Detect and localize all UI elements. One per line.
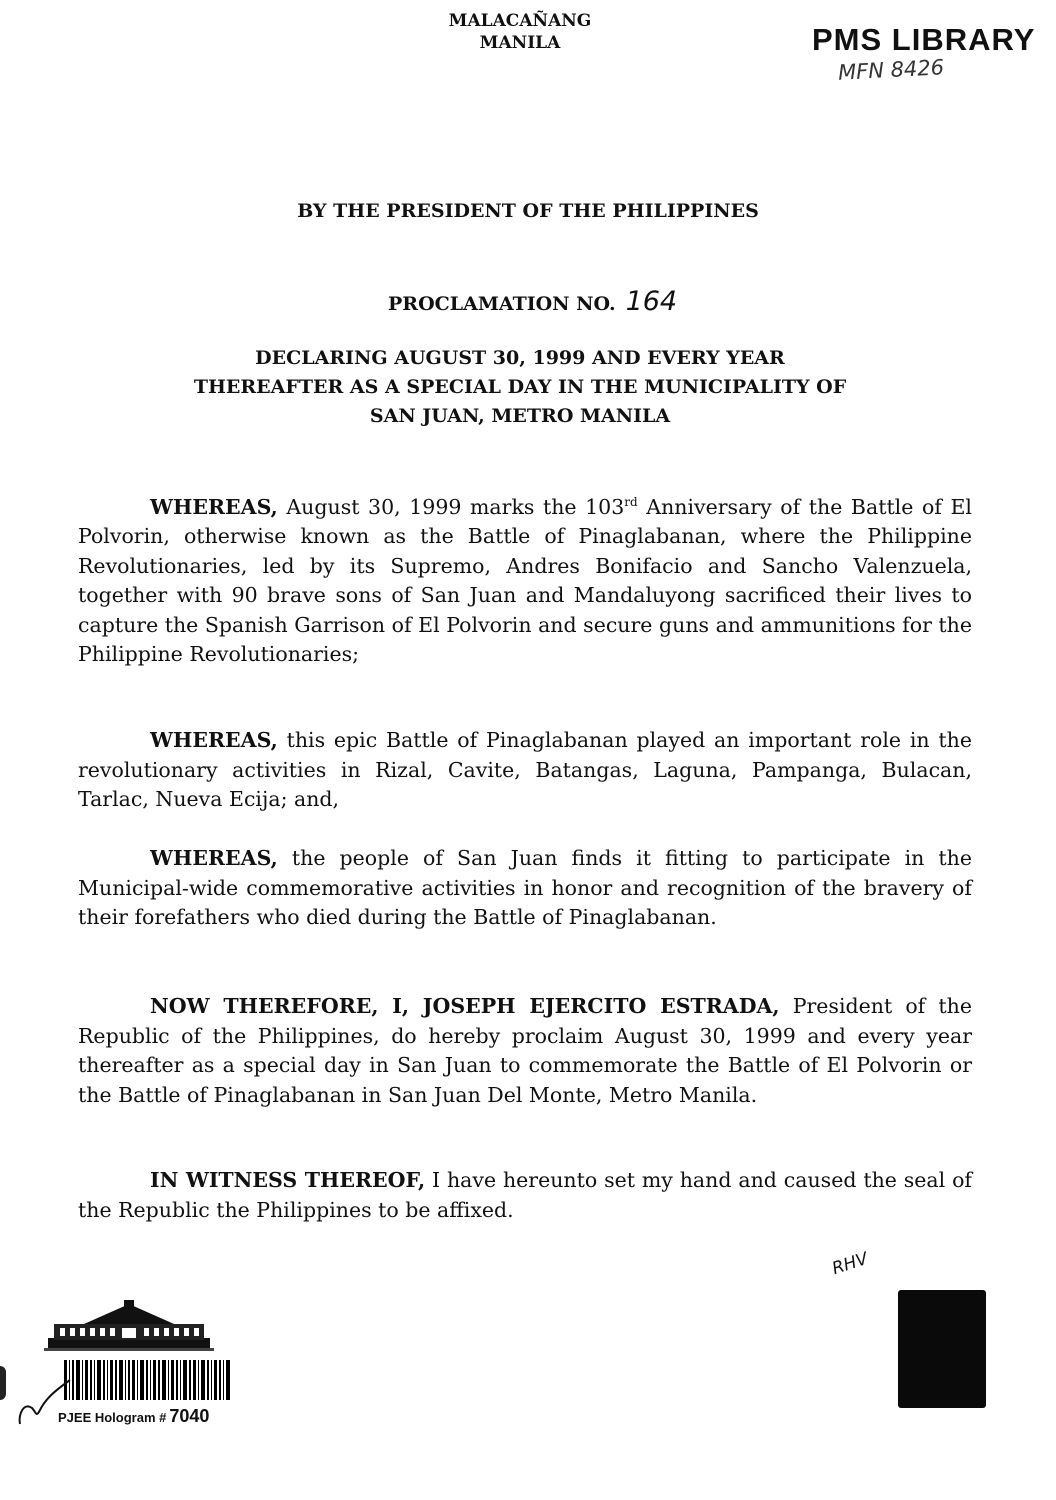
proclamation-number: 164 (625, 286, 678, 317)
letterhead (400, 10, 640, 54)
barcode (64, 1360, 230, 1400)
paragraph-text: President of the Republic of the Philippines, do hereby proclaim August 30, 1999 and every year thereafter as a special day in San Juan to commemorate the Battle of El Polvorin or the Battle of Pinaglabanan in San Juan Del Monte, Metro Manila. (78, 994, 972, 1107)
proclamation-line (388, 286, 677, 317)
hologram-number: 7040 (169, 1406, 210, 1426)
hologram-label-text: PJEE Hologram # (58, 1410, 167, 1425)
proclamation-title (100, 344, 940, 431)
proclamation-label: PROCLAMATION NO. (388, 293, 616, 315)
library-stamp: PMS LIBRARY (812, 22, 1036, 57)
issuer-line: BY THE PRESIDENT OF THE PHILIPPINES (297, 200, 759, 222)
paragraph-lead: IN WITNESS THEREOF, (150, 1168, 426, 1192)
handwritten-initials: RHV (829, 1248, 871, 1280)
paragraph-text: the people of San Juan finds it fitting to participate in the Municipal-wide commemorative activities in honor and recognition of the bravery of their forefathers who died during the Battle of Pinaglabanan. (78, 846, 972, 929)
paragraph-text: I have hereunto set my hand and caused the seal of the Republic the Philippines to be affixed. (78, 1168, 972, 1222)
palace-building-icon (44, 1298, 214, 1356)
paragraph-lead: WHEREAS, (150, 728, 278, 752)
office-city: MANILA (479, 33, 561, 53)
title-line: THEREAFTER AS A SPECIAL DAY IN THE MUNICIPALITY OF (193, 376, 847, 398)
redaction-block (898, 1290, 986, 1408)
witness-paragraph (78, 1166, 972, 1225)
title-line: SAN JUAN, METRO MANILA (369, 405, 671, 427)
paragraph-text: Anniversary of the Battle of El Polvorin, otherwise known as the Battle of Pinaglabanan, where the Philippine Revolutionaries, led by its Supremo, Andres Bonifacio and Sancho Valenzuela, together with 90 brave sons of San Juan and Mandaluyong sacrificed their lives to capture the Spanish Garrison of El Polvorin and secure guns and ammunitions for the Philippine Revolutionaries; (78, 494, 972, 667)
paragraph-text: August 30, 1999 marks the 103 (277, 494, 625, 519)
whereas-paragraph-2 (78, 726, 972, 815)
paragraph-lead: WHEREAS, (150, 846, 278, 870)
paragraph-lead: NOW THEREFORE, I, JOSEPH EJERCITO ESTRADA, (150, 994, 780, 1018)
binding-hole-mark (0, 1366, 6, 1400)
title-line: DECLARING AUGUST 30, 1999 AND EVERY YEAR (255, 347, 785, 369)
whereas-paragraph-3 (78, 844, 972, 933)
paragraph-text: this epic Battle of Pinaglabanan played an important role in the revolutionary activities in Rizal, Cavite, Batangas, Laguna, Pampanga, Bulacan, Tarlac, Nueva Ecija; and, (78, 728, 972, 811)
whereas-paragraph-1 (78, 488, 972, 670)
paragraph-lead: WHEREAS, (150, 494, 278, 519)
proclamation-paragraph (78, 992, 972, 1110)
accession-note: MFN 8426 (837, 55, 945, 85)
ordinal-suffix: rd (624, 495, 638, 509)
handwritten-mark-icon (14, 1372, 74, 1432)
office-name: MALACAÑANG (448, 11, 592, 31)
hologram-label (58, 1406, 209, 1427)
